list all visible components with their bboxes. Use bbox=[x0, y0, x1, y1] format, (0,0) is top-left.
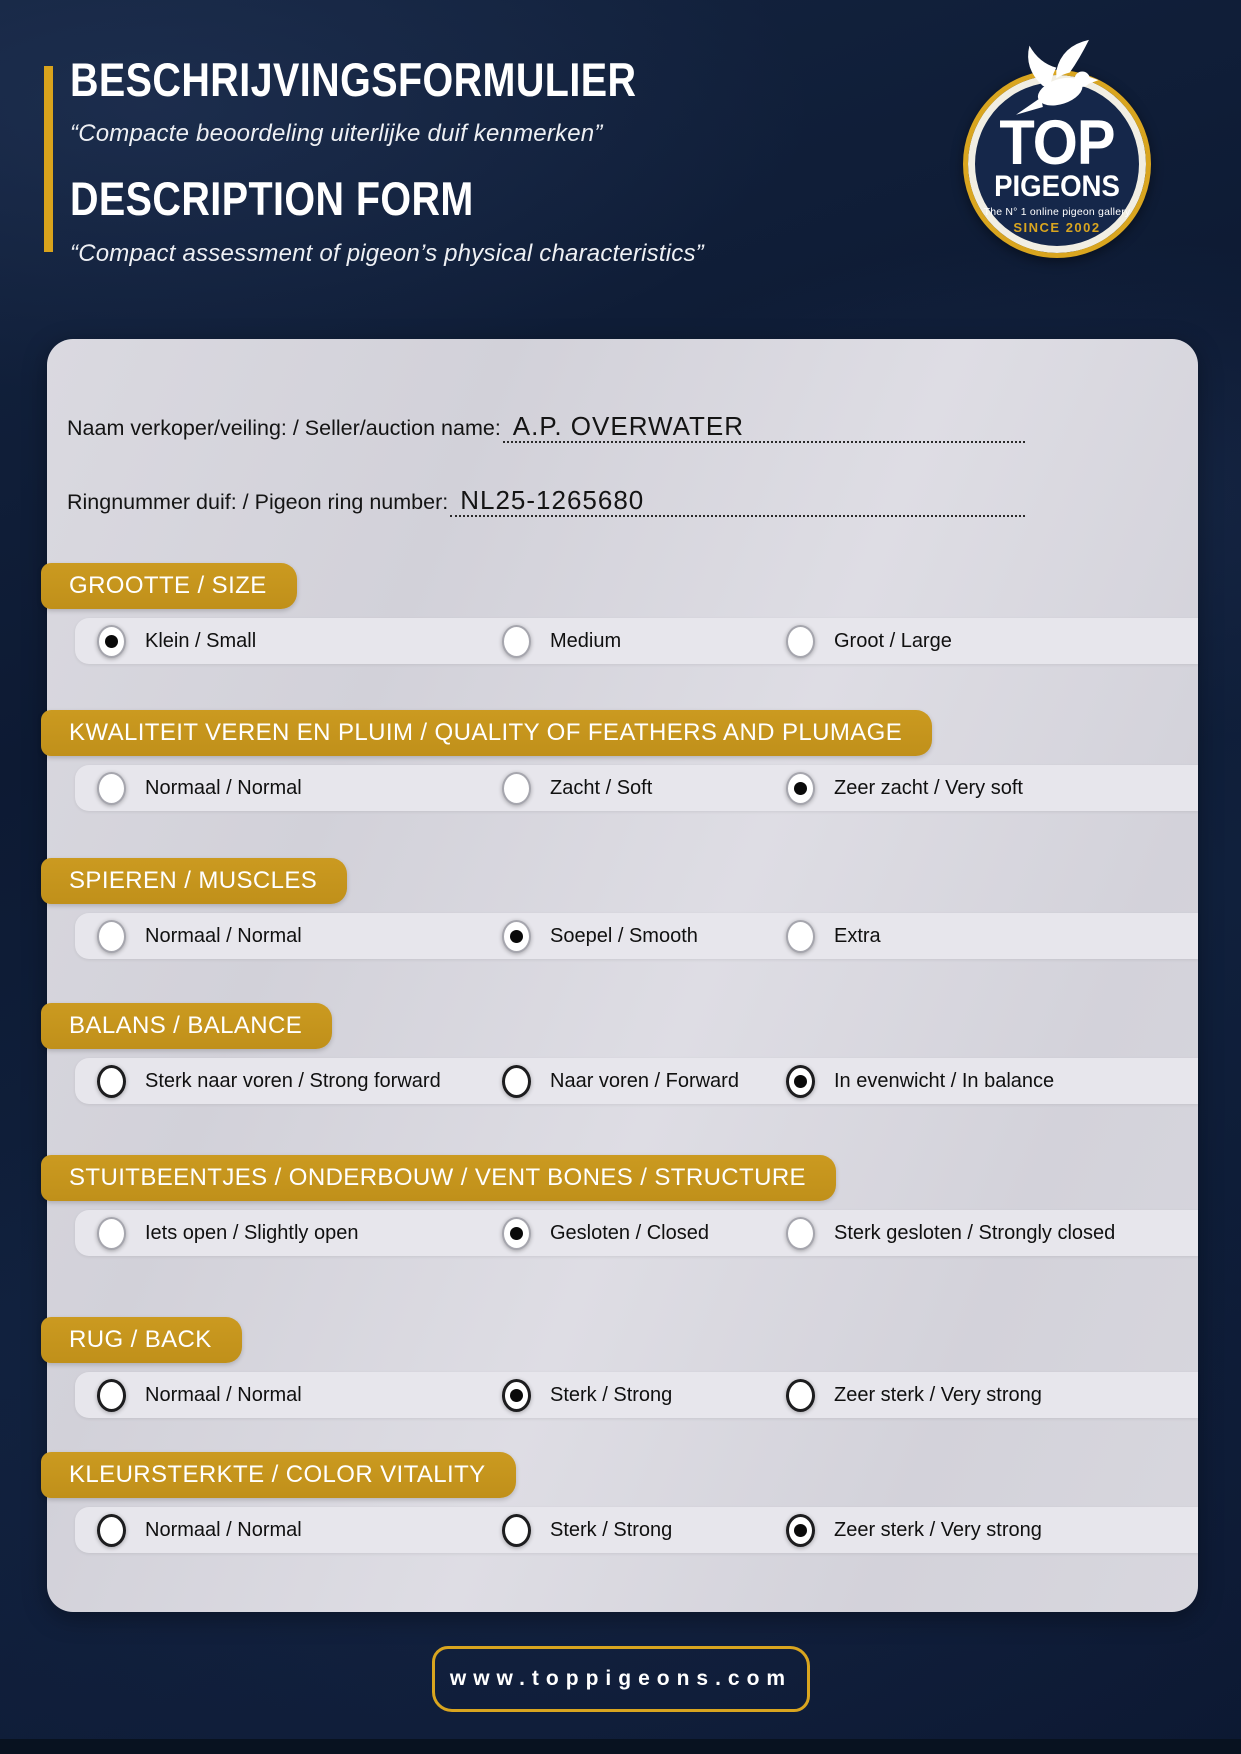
radio-option-label: Normaal / Normal bbox=[145, 1518, 302, 1541]
page-title-dutch: BESCHRIJVINGSFORMULIER bbox=[70, 53, 637, 106]
options-row bbox=[75, 765, 1198, 811]
radio-option[interactable] bbox=[786, 765, 1023, 811]
header bbox=[70, 53, 744, 268]
radio-button-icon bbox=[97, 1217, 126, 1250]
radio-option[interactable] bbox=[786, 1210, 1115, 1256]
radio-option-label: Klein / Small bbox=[145, 629, 257, 652]
field-label: Naam verkoper/veiling: / Seller/auction name: bbox=[67, 416, 501, 440]
radio-option-label: Zeer zacht / Very soft bbox=[834, 776, 1023, 799]
radio-button-icon bbox=[786, 625, 815, 658]
section-header: RUG / BACK bbox=[41, 1317, 242, 1363]
section-header: KLEURSTERKTE / COLOR VITALITY bbox=[41, 1452, 516, 1498]
options-row bbox=[75, 1507, 1198, 1553]
radio-button-icon bbox=[786, 920, 815, 953]
radio-option-label: Zeer sterk / Very strong bbox=[834, 1518, 1042, 1541]
radio-option-label: Iets open / Slightly open bbox=[145, 1221, 359, 1244]
section-header: KWALITEIT VEREN EN PLUIM / QUALITY OF FEATHERS AND PLUMAGE bbox=[41, 710, 932, 756]
pigeon-icon bbox=[1000, 36, 1128, 132]
radio-option-label: Naar voren / Forward bbox=[550, 1069, 739, 1092]
radio-option[interactable] bbox=[502, 1210, 709, 1256]
radio-option[interactable] bbox=[97, 913, 302, 959]
radio-option[interactable] bbox=[786, 618, 952, 664]
field-value: A.P. OVERWATER bbox=[512, 411, 745, 441]
website-link[interactable] bbox=[432, 1646, 810, 1712]
radio-button-icon bbox=[502, 920, 531, 953]
field-value-line[interactable] bbox=[450, 487, 1025, 517]
radio-button-icon bbox=[97, 772, 126, 805]
radio-button-icon bbox=[786, 1379, 815, 1412]
radio-button-icon bbox=[97, 1379, 126, 1412]
radio-option-label: Zeer sterk / Very strong bbox=[834, 1383, 1042, 1406]
radio-option[interactable] bbox=[97, 1210, 358, 1256]
radio-option[interactable] bbox=[502, 1058, 739, 1104]
section-header: GROOTTE / SIZE bbox=[41, 563, 297, 609]
radio-option-label: Normaal / Normal bbox=[145, 1383, 302, 1406]
radio-option[interactable] bbox=[97, 618, 256, 664]
radio-option-label: Sterk naar voren / Strong forward bbox=[145, 1069, 441, 1092]
radio-button-icon bbox=[502, 1514, 531, 1547]
logo-text-pigeons: PIGEONS bbox=[994, 169, 1120, 203]
form-field bbox=[67, 407, 1025, 443]
form-panel bbox=[47, 339, 1198, 1612]
radio-option[interactable] bbox=[502, 1372, 672, 1418]
radio-option[interactable] bbox=[786, 913, 881, 959]
logo-tagline: The N° 1 online pigeon gallery bbox=[983, 206, 1131, 219]
section-header: BALANS / BALANCE bbox=[41, 1003, 332, 1049]
radio-option-label: Extra bbox=[834, 924, 881, 947]
page-subtitle-english: “Compact assessment of pigeon’s physical characteristics” bbox=[70, 240, 704, 267]
field-label: Ringnummer duif: / Pigeon ring number: bbox=[67, 490, 449, 514]
radio-option-label: Normaal / Normal bbox=[145, 924, 302, 947]
radio-option-label: Gesloten / Closed bbox=[550, 1221, 709, 1244]
top-pigeons-logo bbox=[960, 42, 1166, 262]
options-row bbox=[75, 1058, 1198, 1104]
section-header: SPIEREN / MUSCLES bbox=[41, 858, 347, 904]
radio-option[interactable] bbox=[786, 1372, 1042, 1418]
radio-option[interactable] bbox=[502, 1507, 672, 1553]
page-title-english: DESCRIPTION FORM bbox=[70, 172, 474, 225]
section-header: STUITBEENTJES / ONDERBOUW / VENT BONES / STRUCTURE bbox=[41, 1155, 836, 1201]
radio-option[interactable] bbox=[502, 913, 698, 959]
radio-button-icon bbox=[786, 772, 815, 805]
radio-option[interactable] bbox=[786, 1058, 1054, 1104]
radio-option-label: Normaal / Normal bbox=[145, 776, 302, 799]
options-row bbox=[75, 913, 1198, 959]
radio-button-icon bbox=[786, 1217, 815, 1250]
radio-option[interactable] bbox=[97, 1372, 302, 1418]
radio-option-label: Groot / Large bbox=[834, 629, 952, 652]
radio-button-icon bbox=[502, 1379, 531, 1412]
radio-option[interactable] bbox=[786, 1507, 1042, 1553]
radio-button-icon bbox=[502, 1065, 531, 1098]
radio-button-icon bbox=[502, 772, 531, 805]
options-row bbox=[75, 1372, 1198, 1418]
page-subtitle-dutch: “Compacte beoordeling uiterlijke duif kenmerken” bbox=[70, 120, 603, 147]
radio-option-label: Sterk / Strong bbox=[550, 1518, 673, 1541]
radio-button-icon bbox=[97, 920, 126, 953]
options-row bbox=[75, 618, 1198, 664]
radio-option[interactable] bbox=[97, 1507, 302, 1553]
field-value: NL25-1265680 bbox=[460, 485, 645, 515]
radio-option-label: In evenwicht / In balance bbox=[834, 1069, 1055, 1092]
radio-button-icon bbox=[97, 625, 126, 658]
header-accent-bar bbox=[44, 66, 53, 252]
field-value-line[interactable] bbox=[503, 413, 1025, 443]
radio-button-icon bbox=[502, 1217, 531, 1250]
form-field bbox=[67, 481, 1025, 517]
radio-option-label: Soepel / Smooth bbox=[550, 924, 698, 947]
radio-option[interactable] bbox=[97, 1058, 441, 1104]
options-row bbox=[75, 1210, 1198, 1256]
radio-option-label: Medium bbox=[550, 629, 622, 652]
radio-option-label: Sterk / Strong bbox=[550, 1383, 673, 1406]
logo-text-top: TOP bbox=[999, 108, 1115, 178]
radio-option[interactable] bbox=[97, 765, 302, 811]
radio-button-icon bbox=[97, 1065, 126, 1098]
radio-button-icon bbox=[97, 1514, 126, 1547]
logo-since: SINCE 2002 bbox=[1013, 220, 1101, 236]
radio-option-label: Sterk gesloten / Strongly closed bbox=[834, 1221, 1116, 1244]
website-url: www.toppigeons.com bbox=[449, 1667, 793, 1690]
radio-button-icon bbox=[502, 625, 531, 658]
radio-button-icon bbox=[786, 1514, 815, 1547]
radio-option[interactable] bbox=[502, 618, 621, 664]
radio-option-label: Zacht / Soft bbox=[550, 776, 653, 799]
radio-button-icon bbox=[786, 1065, 815, 1098]
radio-option[interactable] bbox=[502, 765, 652, 811]
